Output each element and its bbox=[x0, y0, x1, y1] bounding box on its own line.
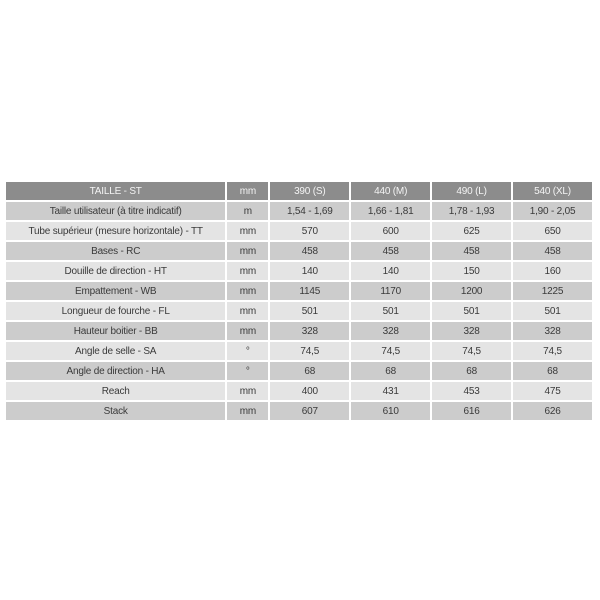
row-unit: mm bbox=[227, 262, 268, 280]
table-row bbox=[6, 382, 592, 400]
table-row bbox=[6, 242, 592, 260]
row-label: Bases - RC bbox=[6, 242, 225, 260]
table-row bbox=[6, 362, 592, 380]
row-value: 458 bbox=[513, 242, 592, 260]
row-value: 1,54 - 1,69 bbox=[270, 202, 349, 220]
row-value: 1,66 - 1,81 bbox=[351, 202, 430, 220]
header-size-m: 440 (M) bbox=[351, 182, 430, 200]
header-size-s: 390 (S) bbox=[270, 182, 349, 200]
table-body bbox=[6, 202, 592, 420]
row-value: 1200 bbox=[432, 282, 511, 300]
row-unit: ° bbox=[227, 362, 268, 380]
table-row bbox=[6, 222, 592, 240]
row-label: Hauteur boitier - BB bbox=[6, 322, 225, 340]
row-value: 458 bbox=[432, 242, 511, 260]
header-unit: mm bbox=[227, 182, 268, 200]
row-value: 1,90 - 2,05 bbox=[513, 202, 592, 220]
row-value: 600 bbox=[351, 222, 430, 240]
row-value: 625 bbox=[432, 222, 511, 240]
row-label: Angle de selle - SA bbox=[6, 342, 225, 360]
row-value: 610 bbox=[351, 402, 430, 420]
row-value: 328 bbox=[513, 322, 592, 340]
row-value: 501 bbox=[432, 302, 511, 320]
row-value: 431 bbox=[351, 382, 430, 400]
row-value: 453 bbox=[432, 382, 511, 400]
row-value: 1,78 - 1,93 bbox=[432, 202, 511, 220]
row-value: 1170 bbox=[351, 282, 430, 300]
row-value: 74,5 bbox=[513, 342, 592, 360]
table-row bbox=[6, 282, 592, 300]
row-value: 328 bbox=[351, 322, 430, 340]
row-label: Tube supérieur (mesure horizontale) - TT bbox=[6, 222, 225, 240]
row-unit: mm bbox=[227, 322, 268, 340]
table-row bbox=[6, 262, 592, 280]
row-value: 74,5 bbox=[270, 342, 349, 360]
row-value: 68 bbox=[270, 362, 349, 380]
row-value: 74,5 bbox=[351, 342, 430, 360]
row-label: Taille utilisateur (à titre indicatif) bbox=[6, 202, 225, 220]
table-header-row bbox=[6, 182, 592, 200]
row-label: Empattement - WB bbox=[6, 282, 225, 300]
row-value: 74,5 bbox=[432, 342, 511, 360]
row-unit: mm bbox=[227, 282, 268, 300]
row-value: 475 bbox=[513, 382, 592, 400]
row-value: 570 bbox=[270, 222, 349, 240]
row-value: 68 bbox=[513, 362, 592, 380]
row-unit: mm bbox=[227, 382, 268, 400]
row-value: 626 bbox=[513, 402, 592, 420]
row-unit: mm bbox=[227, 402, 268, 420]
row-value: 501 bbox=[351, 302, 430, 320]
header-size-l: 490 (L) bbox=[432, 182, 511, 200]
row-unit: mm bbox=[227, 242, 268, 260]
row-value: 650 bbox=[513, 222, 592, 240]
row-value: 458 bbox=[270, 242, 349, 260]
table-row bbox=[6, 202, 592, 220]
row-value: 140 bbox=[351, 262, 430, 280]
row-value: 501 bbox=[270, 302, 349, 320]
row-value: 1145 bbox=[270, 282, 349, 300]
row-value: 328 bbox=[432, 322, 511, 340]
row-value: 160 bbox=[513, 262, 592, 280]
row-value: 501 bbox=[513, 302, 592, 320]
table-row bbox=[6, 302, 592, 320]
row-value: 607 bbox=[270, 402, 349, 420]
row-unit: mm bbox=[227, 302, 268, 320]
row-value: 458 bbox=[351, 242, 430, 260]
row-unit: m bbox=[227, 202, 268, 220]
header-size-label: TAILLE - ST bbox=[6, 182, 225, 200]
row-value: 150 bbox=[432, 262, 511, 280]
row-value: 400 bbox=[270, 382, 349, 400]
row-value: 68 bbox=[351, 362, 430, 380]
row-unit: ° bbox=[227, 342, 268, 360]
row-value: 68 bbox=[432, 362, 511, 380]
row-value: 140 bbox=[270, 262, 349, 280]
row-label: Stack bbox=[6, 402, 225, 420]
row-label: Douille de direction - HT bbox=[6, 262, 225, 280]
row-label: Angle de direction - HA bbox=[6, 362, 225, 380]
geometry-table bbox=[4, 180, 594, 422]
table-row bbox=[6, 322, 592, 340]
row-value: 1225 bbox=[513, 282, 592, 300]
row-label: Longueur de fourche - FL bbox=[6, 302, 225, 320]
table-row bbox=[6, 402, 592, 420]
table-row bbox=[6, 342, 592, 360]
header-size-xl: 540 (XL) bbox=[513, 182, 592, 200]
row-unit: mm bbox=[227, 222, 268, 240]
row-value: 328 bbox=[270, 322, 349, 340]
row-value: 616 bbox=[432, 402, 511, 420]
row-label: Reach bbox=[6, 382, 225, 400]
